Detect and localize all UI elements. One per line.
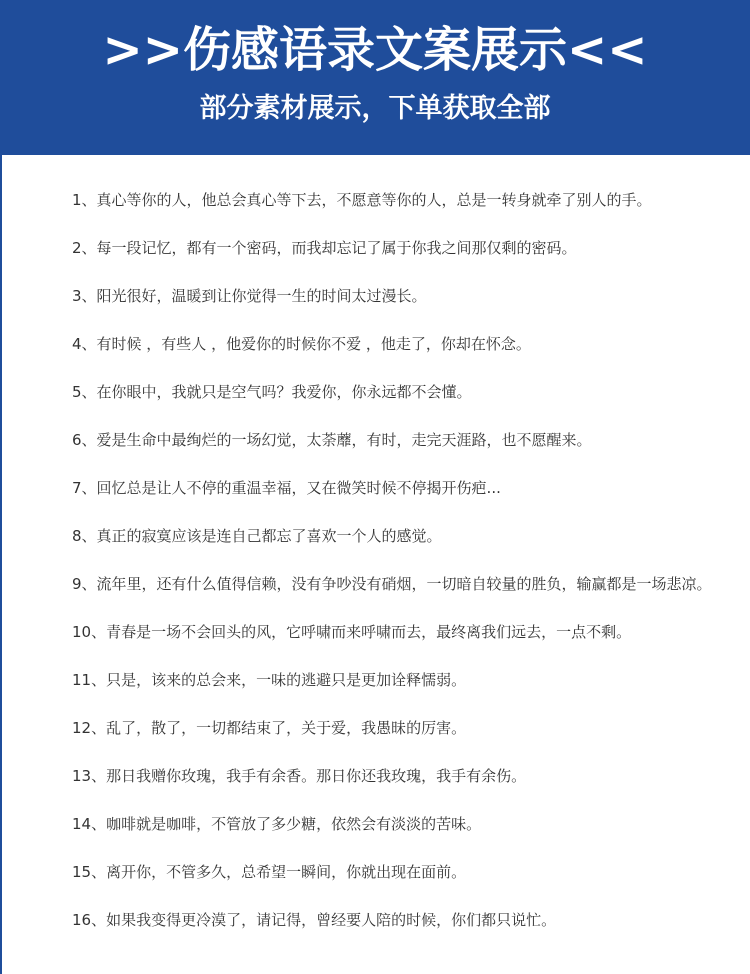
quote-item: 1、真心等你的人，他总会真心等下去，不愿意等你的人，总是一转身就牵了别人的手。 [72,191,652,209]
page-title: >>伤感语录文案展示<< [102,22,648,78]
quote-item: 9、流年里，还有什么值得信赖，没有争吵没有硝烟，一切暗自较量的胜负，输赢都是一场悲凉。 [72,575,712,593]
quote-item: 13、那日我赠你玫瑰，我手有余香。那日你还我玫瑰，我手有余伤。 [72,767,527,785]
quote-item: 7、回忆总是让人不停的重温幸福，又在微笑时候不停揭开伤疤... [72,479,501,497]
quote-item: 6、爱是生命中最绚烂的一场幻觉，太荼蘼，有时，走完天涯路，也不愿醒来。 [72,431,592,449]
quote-item: 4、有时候 ，有些人 ，他爱你的时候你不爱 ，他走了，你却在怀念。 [72,335,531,353]
quote-item: 3、阳光很好，温暖到让你觉得一生的时间太过漫长。 [72,287,427,305]
quote-list [72,176,712,944]
quote-item: 5、在你眼中，我就只是空气吗？我爱你，你永远都不会懂。 [72,383,472,401]
quote-item: 15、离开你，不管多久，总希望一瞬间，你就出现在面前。 [72,863,467,881]
header-banner [0,0,750,155]
quote-item: 10、青春是一场不会回头的风，它呼啸而来呼啸而去，最终离我们远去，一点不剩。 [72,623,632,641]
quote-item: 16、如果我变得更冷漠了，请记得，曾经要人陪的时候，你们都只说忙。 [72,911,557,929]
quote-item: 2、每一段记忆，都有一个密码，而我却忘记了属于你我之间那仅剩的密码。 [72,239,577,257]
quote-item: 8、真正的寂寞应该是连自己都忘了喜欢一个人的感觉。 [72,527,442,545]
left-accent-border [0,155,2,974]
quote-item: 12、乱了，散了，一切都结束了，关于爱，我愚昧的厉害。 [72,719,467,737]
quote-item: 14、咖啡就是咖啡，不管放了多少糖，依然会有淡淡的苦味。 [72,815,482,833]
page-subtitle: 部分素材展示，下单获取全部 [199,93,551,124]
quote-item: 11、只是，该来的总会来，一味的逃避只是更加诠释懦弱。 [72,671,467,689]
